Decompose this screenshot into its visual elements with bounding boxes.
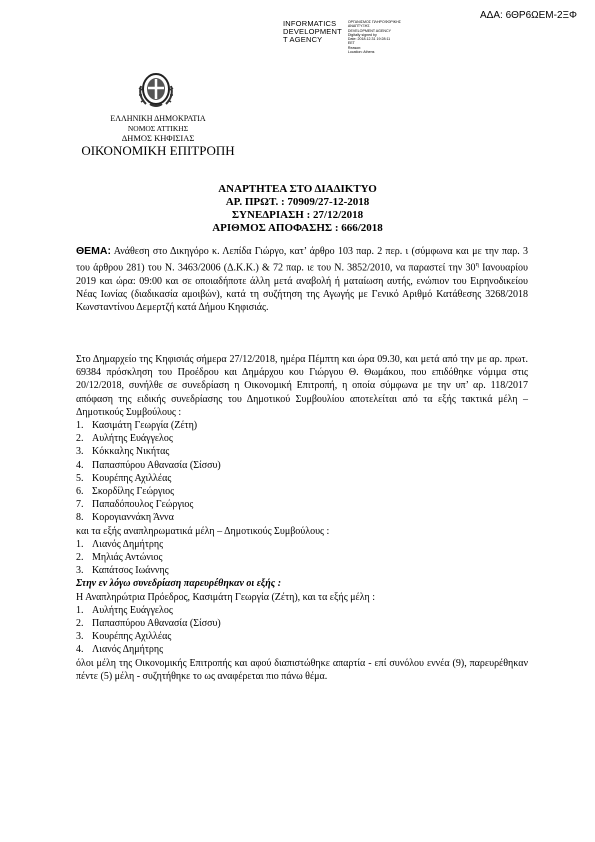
list-item: 4. Λιανός Δημήτρης: [76, 644, 164, 656]
list-item: 2. Αυλήτης Ευάγγελος: [76, 433, 173, 445]
present-intro: Η Αναπληρώτρια Πρόεδρος, Κασιμάτη Γεωργία (Ζέτη), και τα εξής μέλη :: [76, 591, 375, 603]
decision-number: ΑΡΙΘΜΟΣ ΑΠΟΦΑΣΗΣ : 666/2018: [212, 222, 383, 234]
greek-emblem-icon: [136, 66, 176, 110]
header-prefecture: ΝΟΜΟΣ ΑΤΤΙΚΗΣ: [127, 124, 189, 133]
list-item: 2. Μηλιάς Αντώνιος: [76, 552, 163, 564]
subject-label: ΘΕΜΑ:: [76, 245, 111, 257]
list-item: 3. Κόκκαλης Νικήτας: [76, 446, 170, 458]
list-item: 8. Κορογιαννάκη Άννα: [76, 512, 174, 524]
document-title-block: [0, 183, 595, 235]
list-item: 2. Παπασπύρου Αθανασία (Σίσσυ): [76, 618, 221, 630]
list-item: 4. Παπασπύρου Αθανασία (Σίσσυ): [76, 459, 221, 471]
session-paragraph: Στο Δημαρχείο της Κηφισιάς σήμερα 27/12/2018, ημέρα Πέμπτη και ώρα 09.30, και μετά από την με αρ. πρωτ. 69384 πρόσκληση του Προέδρου και Δημάρχου κου Γιώργου Θ. Θωμάκου, που επιδόθηκε νόμιμα στις 20/12/2018, συνήλθε σε συνεδρίαση η Οικονομική Επιτροπή, η οποία σύμφωνα με την υπ’ αρ. 118/2017 απόφαση της ειδικής συνεδρίασης του Δημοτικού Συμβουλίου αποτελείται από τα εξής τακτικά μέλη – Δημοτικούς Συμβούλους :: [76, 354, 528, 418]
list-item: 1. Αυλήτης Ευάγγελος: [76, 604, 173, 616]
list-item: 1. Λιανός Δημήτρης: [76, 538, 164, 550]
list-item: 6. Σκορδίλης Γεώργιος: [76, 486, 175, 498]
present-members-list: [76, 604, 528, 657]
subject-superscript: η: [475, 261, 479, 269]
minutes-body: [76, 353, 528, 683]
header-municipality: ΔΗΜΟΣ ΚΗΦΙΣΙΑΣ: [121, 133, 195, 143]
present-heading: Στην εν λόγω συνεδρίαση παρευρέθηκαν οι εξής :: [76, 578, 282, 590]
list-item: 1. Κασιμάτη Γεωργία (Ζέτη): [76, 420, 198, 432]
substitute-members-list: [76, 538, 528, 578]
authority-header: [81, 114, 235, 158]
list-item: 3. Καπάτσος Ιωάννης: [76, 565, 169, 577]
list-item: 5. Κουρέπης Αχιλλέας: [76, 472, 172, 484]
posting-notice: ΑΝΑΡΤΗΤΕΑ ΣΤΟ ΔΙΑΔΙΚΤΥΟ: [218, 183, 377, 195]
signature-stamp: [283, 20, 401, 54]
subject-text-a: Ανάθεση στο Δικηγόρο κ. Λεπίδα Γιώργο, κατ’ άρθρο 103 παρ. 2 περ. ι (σύμφωνα και με την παρ. 3 του άρθρου 281) του Ν. 3463/2006 (Δ.Κ.Κ.) & 72 παρ. ιε του Ν. 3852/2010, να παραστεί την 30: [76, 246, 528, 274]
signature-details-text: ΟΡΓΑΝΙΣΜΟΣ ΠΛΗΡΟΦΟΡΙΚΗΣ ΑΝΑΠΤΥΞΗΣ DEVELOPMENT AGENCY Digitally signed by Date: 2018.12.31 19:28:11 EET Reason: Location: Athens: [347, 20, 402, 55]
list-item: 3. Κουρέπης Αχιλλέας: [76, 631, 172, 643]
subject-text-b: Ιανουαρίου 2019 και ώρα: 09:00 και σε οποιαδήποτε άλλη μετά αναβολή ή ματαίωση αυτής, ενώπιον του Ειρηνοδικείου Νέας Ιωνίας (διαδικασία αμοιβών), κατά τη συζήτηση της Αγωγής με Γενικό Αριθμό Κατάθεσης 3268/2018 Κωνσταντίνου Δεμερτζή κατά Δήμου Κηφισιάς.: [76, 262, 528, 314]
list-item: 7. Παπαδόπουλος Γεώργιος: [76, 499, 194, 511]
closing-paragraph: όλοι μέλη της Οικονομικής Επιτροπής και αφού διαπιστώθηκε απαρτία - επί συνόλου εννέα (9), παρευρέθηκαν πέντε (5) μέλη - συζητήθηκε το ως αναφέρεται πιο πάνω θέμα.: [76, 657, 528, 682]
ada-code: ΑΔΑ: 6ΘΡ6ΩΕΜ-2ΞΦ: [480, 10, 577, 21]
substitute-intro: και τα εξής αναπληρωματικά μέλη – Δημοτικούς Συμβούλους :: [76, 525, 330, 537]
protocol-number: ΑΡ. ΠΡΩΤ. : 70909/27-12-2018: [225, 196, 370, 208]
header-committee: ΟΙΚΟΝΟΜΙΚΗ ΕΠΙΤΡΟΠΗ: [81, 143, 235, 158]
regular-members-list: [76, 419, 528, 525]
subject-paragraph: [76, 245, 528, 314]
header-republic: ΕΛΛΗΝΙΚΗ ΔΗΜΟΚΡΑΤΙΑ: [110, 114, 206, 123]
signature-agency-text: INFORMATICS DEVELOPMENT T AGENCY: [283, 19, 342, 44]
session-date: ΣΥΝΕΔΡΙΑΣΗ : 27/12/2018: [231, 209, 364, 221]
